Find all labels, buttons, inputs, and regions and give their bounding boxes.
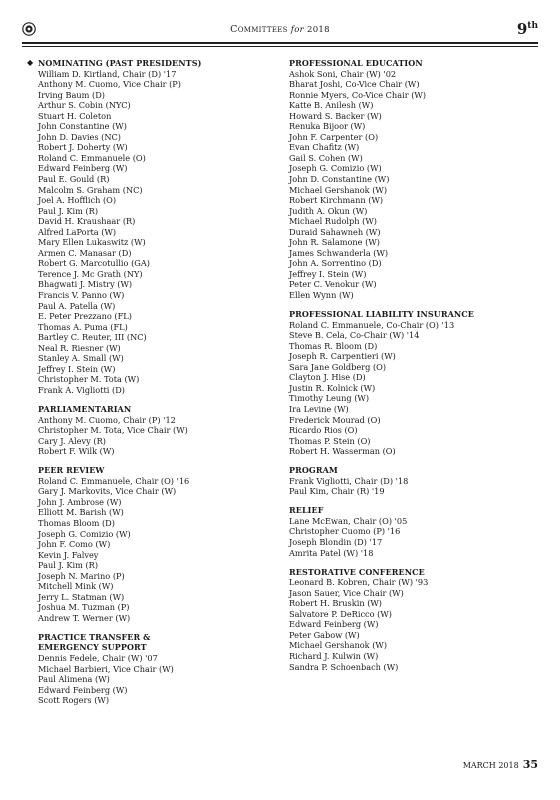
committee-member: Irving Baum (D) [38, 89, 105, 100]
committee-member: Duraid Sahawneh (W) [289, 226, 381, 237]
committee-member: Paul A. Patella (W) [38, 300, 116, 311]
page-footer [463, 758, 538, 771]
committee-member: Christopher M. Tota, Vice Chair (W) [38, 425, 188, 436]
committee-section [289, 567, 539, 672]
committee-title: RESTORATIVE CONFERENCE [289, 566, 425, 577]
committee-member: Michael Gershanok (W) [289, 184, 388, 195]
committee-member: Jeffrey I. Stein (W) [289, 268, 367, 279]
edition-digit: 9 [516, 20, 528, 38]
committee-member: Cary J. Alevy (R) [38, 435, 106, 446]
committee-member: Robert Kirchmann (W) [289, 195, 384, 206]
committee-member: Thomas Bloom (D) [38, 517, 115, 528]
left-column [27, 58, 268, 714]
committee-member: Michael Gershanok (W) [289, 640, 388, 651]
committee-title: PROGRAM [289, 465, 338, 476]
committee-member: Jerry L. Statman (W) [38, 591, 125, 602]
committee-member: Christopher M. Tota (W) [38, 374, 140, 385]
committee-member: Joshua M. Tuzman (P) [38, 602, 130, 613]
committee-member: Francis V. Panno (W) [38, 290, 125, 301]
running-title-year: 2018 [307, 25, 330, 35]
committee-member: Paul Kim, Chair (R) '19 [289, 486, 385, 497]
committee-member: Roland C. Emmanuele, Chair (O) '16 [38, 475, 190, 486]
footer-date: MARCH 2018 [462, 761, 519, 770]
committee-member: Richard J. Kulwin (W) [289, 650, 379, 661]
committee-title: PROFESSIONAL EDUCATION [289, 58, 423, 68]
committee-member: Thomas A. Puma (FL) [38, 321, 128, 332]
committee-member: Anthony M. Cuomo, Vice Chair (P) [38, 79, 182, 90]
committee-member: Armen C. Manasar (D) [38, 247, 132, 258]
committee-member: Ira Levine (W) [289, 404, 349, 414]
committee-member: John D. Constantine (W) [289, 174, 390, 185]
committee-member: David H. Kraushaar (R) [38, 216, 136, 227]
committee-member: Elliott M. Barish (W) [38, 507, 124, 518]
committee-section [289, 58, 539, 301]
committee-member: Ronnie Myers, Co-Vice Chair (W) [289, 89, 427, 100]
committee-member: Renuka Bijoor (W) [289, 121, 366, 132]
committee-title: PROFESSIONAL LIABILITY INSURANCE [289, 309, 474, 320]
committee-member: Stanley A. Small (W) [38, 353, 124, 364]
committee-member: Timothy Leung (W) [289, 393, 370, 404]
committee-member: Michael Barbieri, Vice Chair (W) [38, 663, 174, 674]
diamond-bullet-icon: ◆ [27, 58, 34, 67]
committee-member: John A. Sorrentino (D) [289, 258, 382, 269]
committee-member: Edward Feinberg (W) [38, 684, 128, 695]
edition-number [517, 20, 538, 38]
committee-member: Thomas P. Stein (O) [289, 435, 371, 446]
committee-member: Stuart H. Coleton [38, 110, 112, 121]
committee-member: Roland C. Emmanuele (O) [38, 152, 146, 163]
committee-section [38, 404, 268, 457]
committee-member: Robert F. Wilk (W) [38, 446, 115, 457]
page-header [22, 22, 538, 42]
committee-member: Alfred LaPorta (W) [38, 226, 117, 237]
committee-member: Joseph N. Marino (P) [38, 570, 125, 581]
committee-member: Peter C. Venokur (W) [289, 279, 377, 290]
committee-member: Salvatore P. DeRicco (W) [289, 608, 392, 619]
running-title-for: for [290, 25, 304, 35]
committee-member: Kevin J. Falvey [38, 549, 99, 560]
committee-member: Edward Feinberg (W) [289, 619, 379, 630]
committee-member: Katte B. Anilesh (W) [289, 100, 374, 111]
committee-member: E. Peter Prezzano (FL) [38, 311, 132, 322]
committee-member: Thomas R. Bloom (D) [289, 340, 378, 351]
committee-member: Jason Sauer, Vice Chair (W) [289, 587, 404, 598]
committee-member: Sandra P. Schoenbach (W) [289, 661, 399, 672]
committee-member: Robert H. Wasserman (O) [289, 446, 396, 457]
committee-member: Howard S. Backer (W) [289, 110, 382, 121]
committee-member: Sara Jane Goldberg (O) [289, 361, 387, 372]
committee-member: Andrew T. Werner (W) [38, 612, 131, 623]
committee-member: Frederick Mourad (O) [289, 414, 381, 425]
running-title-main: Committees [230, 24, 288, 35]
committee-member: Gary J. Markovits, Vice Chair (W) [38, 486, 177, 497]
committee-member: Bartley C. Reuter, III (NC) [38, 332, 147, 343]
committee-member: Robert J. Doherty (W) [38, 142, 128, 153]
committee-title: RELIEF [289, 505, 324, 516]
committee-member: Dennis Fedele, Chair (W) '07 [38, 653, 158, 664]
committee-member: Paul J. Kim (R) [38, 205, 99, 216]
committee-member: William D. Kirtland, Chair (D) '17 [38, 68, 177, 79]
committee-member: Robert H. Bruskin (W) [289, 598, 382, 609]
committee-section [289, 505, 539, 558]
committee-member: Peter Gabow (W) [289, 629, 360, 640]
committee-title: PARLIAMENTARIAN [38, 404, 132, 414]
committee-member: Neal R. Riesner (W) [38, 342, 121, 353]
committee-member: Leonard B. Kobren, Chair (W) '93 [289, 577, 429, 588]
committee-member: Frank Vigliotti, Chair (D) '18 [289, 475, 409, 486]
committee-section [38, 632, 268, 706]
committee-member: John F. Como (W) [38, 539, 111, 550]
committee-member: Joseph G. Comizio (W) [289, 163, 382, 174]
committee-section [38, 465, 268, 623]
committee-section [289, 309, 539, 457]
committee-member: Amrita Patel (W) '18 [289, 547, 374, 558]
committee-member: Terence J. Mc Grath (NY) [38, 268, 143, 279]
committee-title: PRACTICE TRANSFER & EMERGENCY SUPPORT [38, 631, 151, 653]
committee-member: Paul J. Kim (R) [38, 560, 99, 571]
committee-section [289, 465, 539, 497]
committee-member: Gail S. Cohen (W) [289, 152, 363, 163]
committee-member: John D. Davies (NC) [38, 131, 121, 142]
page-number: 35 [522, 758, 538, 771]
committee-member: John F. Carpenter (O) [289, 131, 379, 142]
committee-member: Joseph R. Carpentieri (W) [289, 351, 396, 362]
committee-member: Justin R. Kolnick (W) [289, 382, 376, 393]
committee-member: James Schwanderla (W) [289, 247, 389, 258]
committee-member: Paul Alimena (W) [38, 674, 110, 685]
committee-member: John J. Ambrose (W) [38, 496, 122, 507]
committee-member: Ashok Soni, Chair (W) '02 [289, 68, 397, 79]
committee-member: Joseph G. Comizio (W) [38, 528, 131, 539]
committee-member: Joel A. Hofflich (O) [38, 195, 117, 206]
committee-member: Christopher Cuomo (P) '16 [289, 526, 401, 537]
committee-member: Lane McEwan, Chair (O) '05 [289, 515, 408, 526]
committee-member: Joseph Blondin (D) '17 [289, 537, 383, 548]
committee-member: Bhagwati J. Mistry (W) [38, 279, 133, 290]
right-column [289, 58, 539, 681]
committee-member: Scott Rogers (W) [38, 695, 110, 706]
running-title [22, 24, 538, 35]
header-rule-thick [22, 42, 538, 44]
committee-member: Malcolm S. Graham (NC) [38, 184, 143, 195]
committee-member: Roland C. Emmanuele, Co-Chair (O) '13 [289, 319, 455, 330]
committee-member: Clayton J. Hise (D) [289, 372, 366, 383]
committee-member: Mitchell Mink (W) [38, 581, 114, 592]
committee-member: Jeffrey I. Stein (W) [38, 363, 116, 374]
committee-member: Michael Rudolph (W) [289, 216, 377, 227]
edition-suffix: th [527, 21, 538, 31]
committee-member: John Constantine (W) [38, 121, 127, 132]
committee-member: Mary Ellen Lukaswitz (W) [38, 237, 146, 248]
committee-member: Anthony M. Cuomo, Chair (P) '12 [38, 414, 176, 425]
committee-member: Frank A. Vigliotti (D) [38, 384, 125, 395]
committee-member: Ellen Wynn (W) [289, 290, 354, 301]
committee-member: Evan Chafitz (W) [289, 142, 360, 153]
committee-title: NOMINATING (PAST PRESIDENTS) [38, 58, 202, 68]
header-rule-thin [22, 46, 538, 47]
committee-member: John R. Salamone (W) [289, 237, 380, 248]
committee-member: Bharat Joshi, Co-Vice Chair (W) [289, 79, 420, 90]
committee-member: Arthur S. Cobin (NYC) [38, 100, 131, 111]
committee-member: Edward Feinberg (W) [38, 163, 128, 174]
committee-member: Ricardo Rios (O) [289, 425, 358, 436]
committee-member: Steve B. Cela, Co-Chair (W) '14 [289, 330, 420, 341]
committee-title: PEER REVIEW [38, 465, 105, 476]
committee-member: Robert G. Marcotullio (GA) [38, 258, 150, 269]
committee-section [27, 58, 268, 396]
committee-member: Paul E. Gould (R) [38, 174, 110, 185]
committee-member: Judith A. Okun (W) [289, 205, 368, 216]
